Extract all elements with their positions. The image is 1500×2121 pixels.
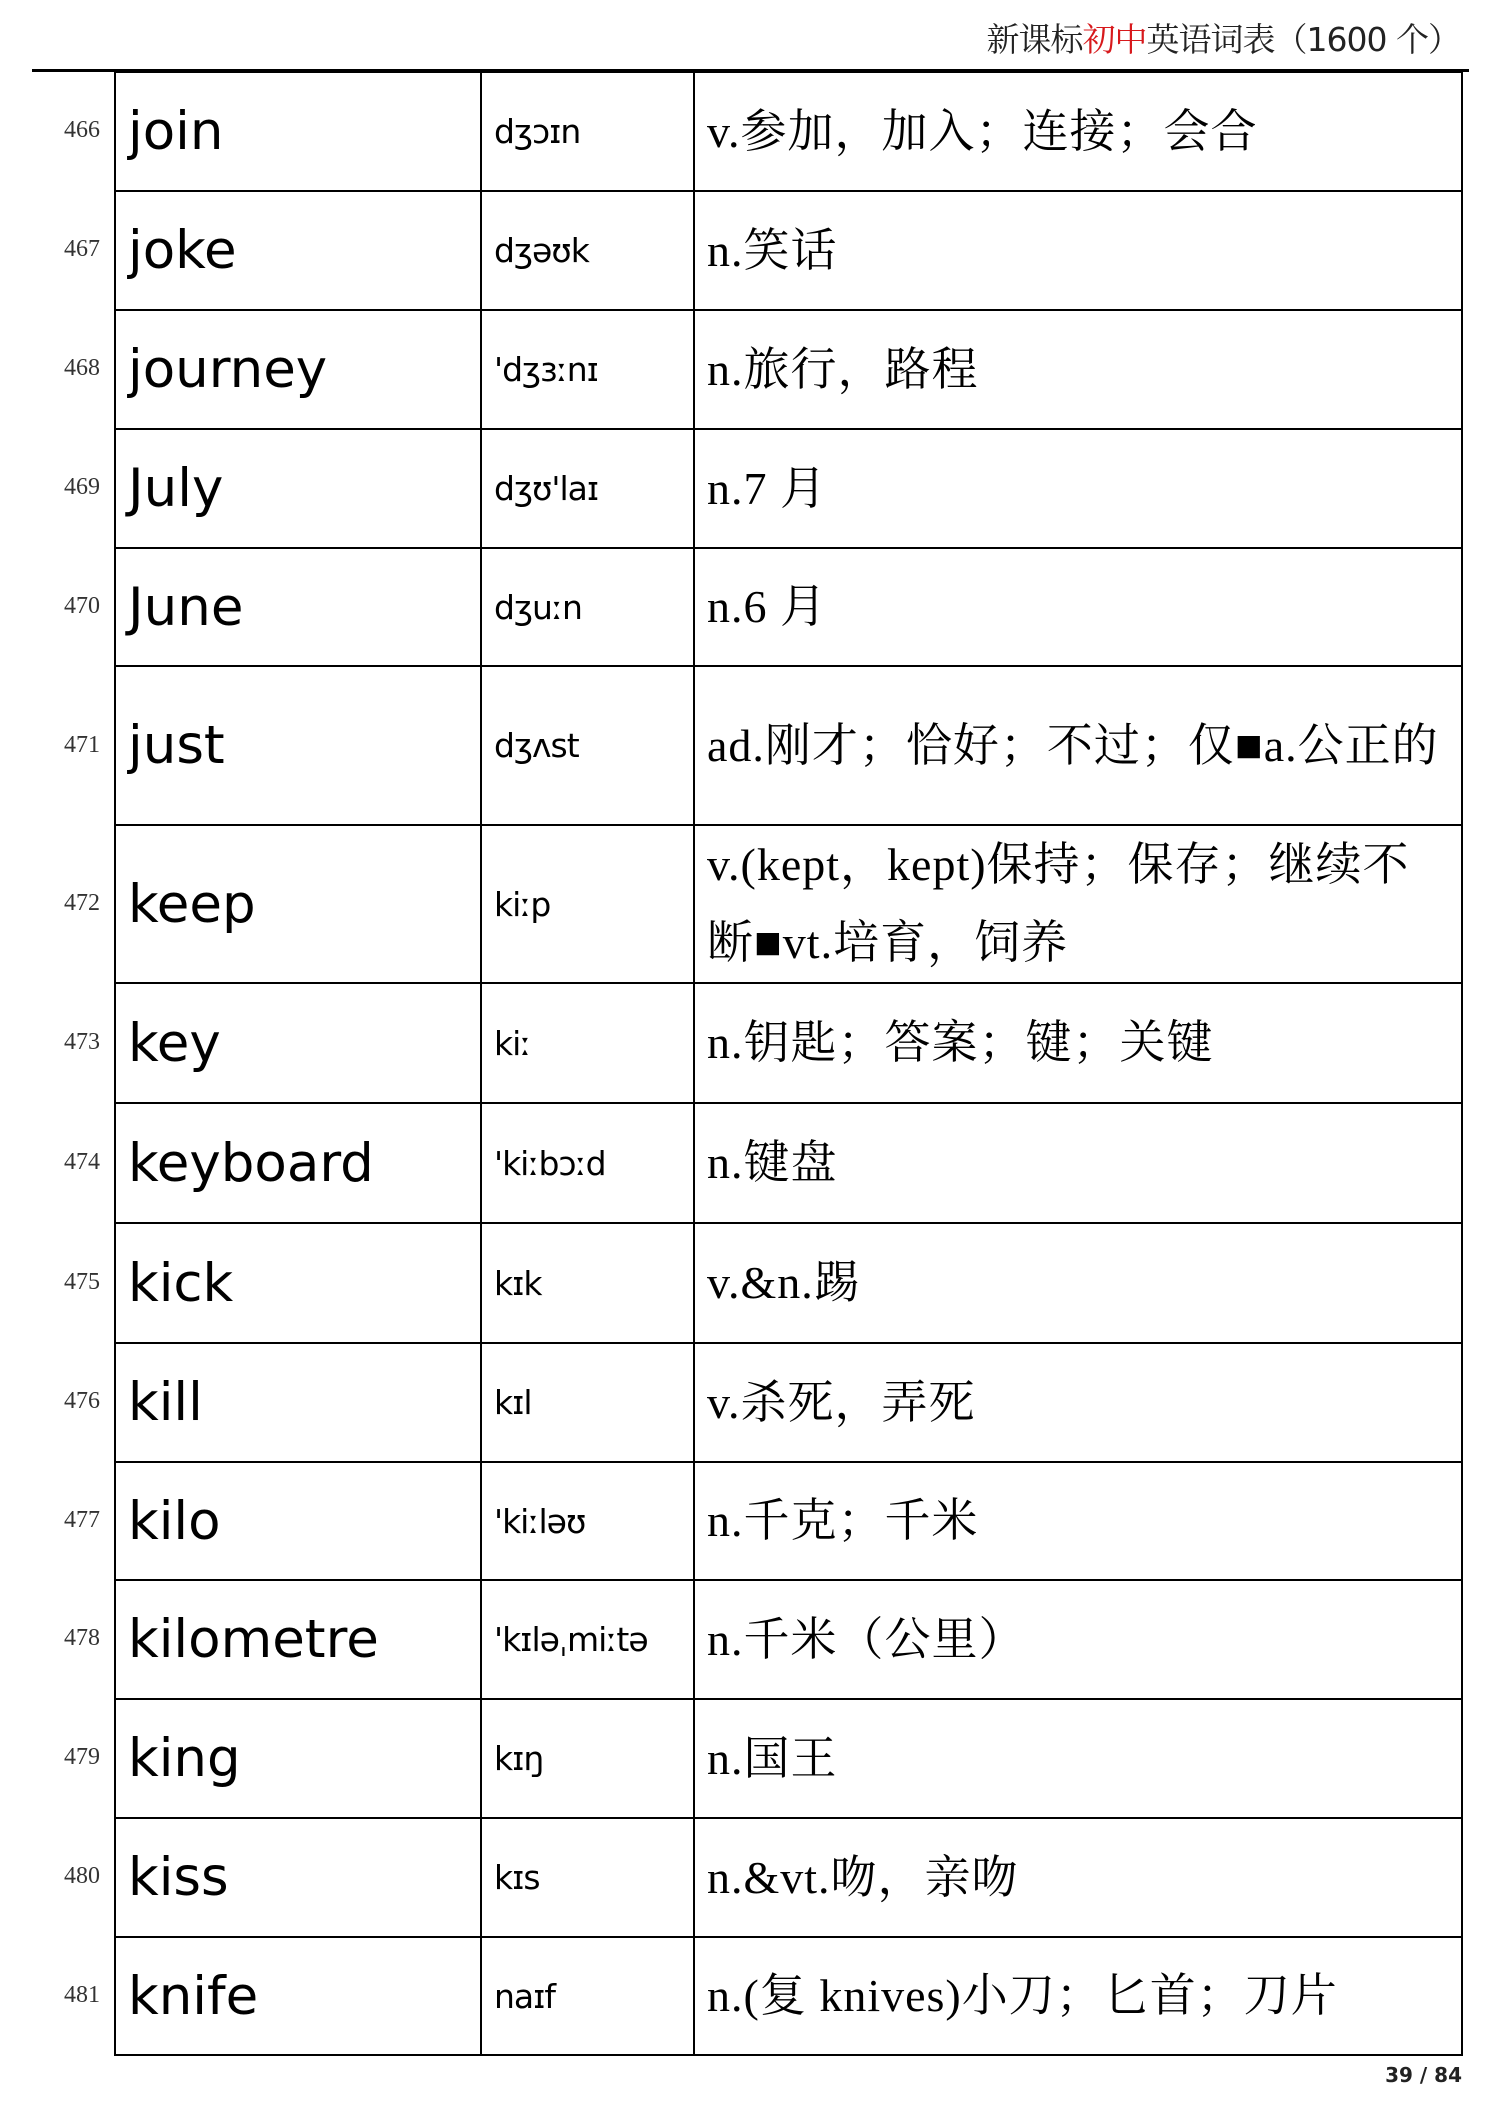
- vocabulary-table: [114, 71, 1463, 2056]
- phonetic-cell: kɪs: [481, 1818, 694, 1937]
- word-cell: kill: [115, 1343, 481, 1462]
- phonetic-cell: 'kiːləʊ: [481, 1462, 694, 1580]
- table-row: [115, 310, 1462, 429]
- phonetic-cell: 'kiːbɔːd: [481, 1103, 694, 1223]
- table-row: [115, 1699, 1462, 1818]
- title-prefix: 新课标: [986, 20, 1083, 59]
- word-cell: knife: [115, 1937, 481, 2055]
- word-cell: keep: [115, 825, 481, 983]
- phonetic-cell: dʒuːn: [481, 548, 694, 666]
- table-row: [115, 1462, 1462, 1580]
- word-cell: kiss: [115, 1818, 481, 1937]
- word-cell: king: [115, 1699, 481, 1818]
- phonetic-cell: naɪf: [481, 1937, 694, 2055]
- word-cell: key: [115, 983, 481, 1103]
- phonetic-cell: 'dʒɜːnɪ: [481, 310, 694, 429]
- word-cell: joke: [115, 191, 481, 310]
- word-cell: join: [115, 72, 481, 191]
- phonetic-cell: kɪl: [481, 1343, 694, 1462]
- table-row: [115, 429, 1462, 548]
- row-number: 480: [64, 1863, 100, 1889]
- row-number: 481: [64, 1982, 100, 2008]
- phonetic-cell: dʒʊ'laɪ: [481, 429, 694, 548]
- row-number: 475: [64, 1269, 100, 1295]
- row-number: 471: [64, 732, 100, 758]
- phonetic-cell: kiː: [481, 983, 694, 1103]
- row-number: 470: [64, 593, 100, 619]
- row-number: 479: [64, 1744, 100, 1770]
- table-row: [115, 1223, 1462, 1343]
- meaning-cell: n.千克；千米: [694, 1462, 1462, 1580]
- word-cell: kick: [115, 1223, 481, 1343]
- table-row: [115, 1937, 1462, 2055]
- table-row: [115, 1103, 1462, 1223]
- meaning-cell: n.&vt.吻，亲吻: [694, 1818, 1462, 1937]
- table-row: [115, 1580, 1462, 1699]
- table-row: [115, 983, 1462, 1103]
- title-suffix: 英语词表（1600 个）: [1146, 20, 1460, 59]
- meaning-cell: n.6 月: [694, 548, 1462, 666]
- row-number: 468: [64, 355, 100, 381]
- row-number: 478: [64, 1625, 100, 1651]
- phonetic-cell: kɪk: [481, 1223, 694, 1343]
- word-cell: just: [115, 666, 481, 825]
- phonetic-cell: dʒɔɪn: [481, 72, 694, 191]
- meaning-cell: v.(kept，kept)保持；保存；继续不断■vt.培育，饲养: [694, 825, 1462, 983]
- page-number: 39 / 84: [1385, 2063, 1462, 2087]
- meaning-cell: n.键盘: [694, 1103, 1462, 1223]
- phonetic-cell: 'kɪləˌmiːtə: [481, 1580, 694, 1699]
- table-row: [115, 72, 1462, 191]
- row-number: 476: [64, 1388, 100, 1414]
- row-number: 473: [64, 1029, 100, 1055]
- word-cell: kilo: [115, 1462, 481, 1580]
- table-row: [115, 1818, 1462, 1937]
- row-number: 466: [64, 117, 100, 143]
- title-accent: 初中: [1082, 20, 1147, 59]
- table-row: [115, 191, 1462, 310]
- row-number: 472: [64, 890, 100, 916]
- phonetic-cell: dʒəʊk: [481, 191, 694, 310]
- word-cell: July: [115, 429, 481, 548]
- meaning-cell: v.&n.踢: [694, 1223, 1462, 1343]
- table-row: [115, 548, 1462, 666]
- table-row: [115, 825, 1462, 983]
- row-number: 469: [64, 474, 100, 500]
- meaning-cell: n.(复 knives)小刀；匕首；刀片: [694, 1937, 1462, 2055]
- meaning-cell: ad.刚才；恰好；不过；仅■a.公正的: [694, 666, 1462, 825]
- phonetic-cell: kiːp: [481, 825, 694, 983]
- page-header-title: [987, 14, 1460, 61]
- meaning-cell: n.钥匙；答案；键；关键: [694, 983, 1462, 1103]
- meaning-cell: n.国王: [694, 1699, 1462, 1818]
- meaning-cell: n.7 月: [694, 429, 1462, 548]
- row-number: 467: [64, 236, 100, 262]
- phonetic-cell: kɪŋ: [481, 1699, 694, 1818]
- phonetic-cell: dʒʌst: [481, 666, 694, 825]
- meaning-cell: v.杀死，弄死: [694, 1343, 1462, 1462]
- table-row: [115, 1343, 1462, 1462]
- word-cell: June: [115, 548, 481, 666]
- word-cell: kilometre: [115, 1580, 481, 1699]
- row-number: 474: [64, 1149, 100, 1175]
- meaning-cell: n.旅行，路程: [694, 310, 1462, 429]
- row-number: 477: [64, 1507, 100, 1533]
- table-row: [115, 666, 1462, 825]
- word-cell: keyboard: [115, 1103, 481, 1223]
- meaning-cell: n.笑话: [694, 191, 1462, 310]
- meaning-cell: n.千米（公里）: [694, 1580, 1462, 1699]
- word-cell: journey: [115, 310, 481, 429]
- meaning-cell: v.参加，加入；连接；会合: [694, 72, 1462, 191]
